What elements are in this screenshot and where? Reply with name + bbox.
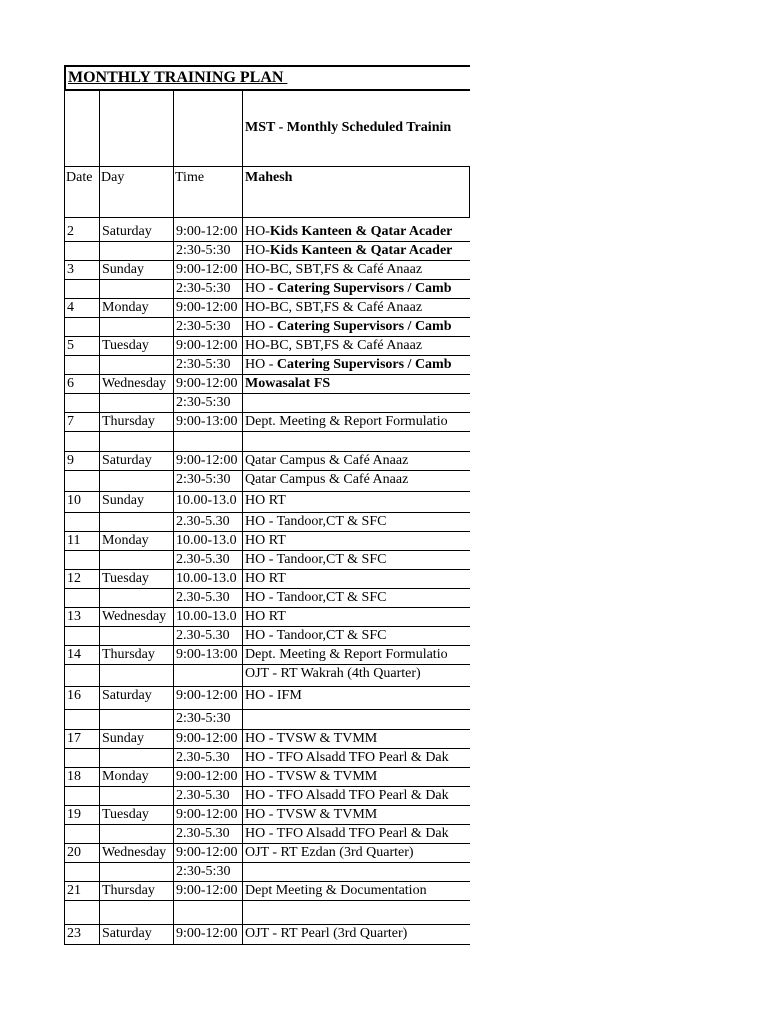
grid-line bbox=[64, 645, 470, 646]
grid-line bbox=[64, 607, 470, 608]
row-activity-prefix: HO- bbox=[245, 224, 270, 239]
grid-line bbox=[64, 166, 470, 167]
row-activity-text: HO - Tandoor,CT & SFC bbox=[245, 590, 387, 605]
row-date: 21 bbox=[67, 883, 81, 898]
row-time: 9:00-12:00 bbox=[176, 262, 238, 277]
row-activity-text: HO-BC, SBT,FS & Café Anaaz bbox=[245, 338, 423, 353]
row-day: Sunday bbox=[102, 262, 144, 277]
row-activity-text: HO RT bbox=[245, 609, 286, 624]
row-activity-text: OJT - RT Ezdan (3rd Quarter) bbox=[245, 845, 414, 860]
row-day: Thursday bbox=[102, 883, 155, 898]
row-activity-text: HO - TFO Alsadd TFO Pearl & Dak bbox=[245, 788, 449, 803]
row-day: Wednesday bbox=[102, 376, 167, 391]
row-activity-text: Dept. Meeting & Report Formulatio bbox=[245, 414, 448, 429]
row-activity-text: HO RT bbox=[245, 493, 286, 508]
row-time: 9:00-12:00 bbox=[176, 338, 238, 353]
row-activity-prefix: HO- bbox=[245, 243, 270, 258]
row-time: 9:00-13:00 bbox=[176, 414, 238, 429]
row-time: 10.00-13.0 bbox=[176, 493, 237, 508]
row-date: 13 bbox=[67, 609, 81, 624]
row-activity bbox=[244, 688, 471, 704]
sheet-subtitle: MST - Monthly Scheduled Trainin bbox=[245, 120, 452, 135]
row-activity-text: HO - TVSW & TVMM bbox=[245, 807, 378, 822]
row-activity bbox=[244, 319, 471, 335]
row-date: 6 bbox=[67, 376, 74, 391]
row-day: Saturday bbox=[102, 688, 152, 703]
row-activity bbox=[244, 926, 471, 942]
row-activity-text: Qatar Campus & Café Anaaz bbox=[245, 472, 409, 487]
row-activity bbox=[244, 666, 471, 682]
sheet-title: MONTHLY TRAINING PLAN bbox=[64, 65, 470, 91]
row-activity bbox=[244, 224, 471, 240]
grid-line bbox=[64, 512, 470, 513]
grid-line bbox=[64, 786, 470, 787]
grid-line bbox=[64, 664, 470, 665]
row-activity-text: Dept Meeting & Documentation bbox=[245, 883, 427, 898]
row-activity-text: Kids Kanteen & Qatar Acader bbox=[269, 243, 453, 258]
grid-line bbox=[64, 686, 470, 687]
grid-line bbox=[64, 767, 470, 768]
row-date: 7 bbox=[67, 414, 74, 429]
grid-line bbox=[64, 451, 470, 452]
row-time: 2:30-5:30 bbox=[176, 319, 231, 334]
grid-line bbox=[64, 748, 470, 749]
row-activity-text: HO RT bbox=[245, 533, 286, 548]
row-time: 2:30-5:30 bbox=[176, 395, 231, 410]
row-activity bbox=[244, 338, 471, 354]
row-activity bbox=[244, 609, 471, 625]
row-activity bbox=[244, 453, 471, 469]
grid-line bbox=[64, 217, 470, 218]
row-date: 18 bbox=[67, 769, 81, 784]
row-time: 2:30-5:30 bbox=[176, 243, 231, 258]
row-date: 19 bbox=[67, 807, 81, 822]
row-day: Monday bbox=[102, 769, 149, 784]
row-activity bbox=[244, 628, 471, 644]
row-time: 2:30-5:30 bbox=[176, 357, 231, 372]
row-day: Sunday bbox=[102, 493, 144, 508]
row-date: 11 bbox=[67, 533, 81, 548]
row-activity-prefix: HO - bbox=[245, 281, 277, 296]
grid-line bbox=[64, 531, 470, 532]
row-time: 9:00-13:00 bbox=[176, 647, 238, 662]
row-day: Saturday bbox=[102, 224, 152, 239]
row-time: 2:30-5:30 bbox=[176, 711, 231, 726]
row-activity bbox=[244, 493, 471, 509]
row-activity bbox=[244, 300, 471, 316]
row-activity bbox=[244, 647, 471, 663]
row-time: 9:00-12:00 bbox=[176, 807, 238, 822]
header-time: Time bbox=[175, 170, 205, 185]
row-activity bbox=[244, 731, 471, 747]
row-day: Wednesday bbox=[102, 609, 167, 624]
grid-line bbox=[64, 881, 470, 882]
row-activity-text: Kids Kanteen & Qatar Acader bbox=[269, 224, 453, 239]
row-date: 5 bbox=[67, 338, 74, 353]
row-activity bbox=[244, 826, 471, 842]
grid-line bbox=[64, 412, 470, 413]
row-date: 3 bbox=[67, 262, 74, 277]
row-time: 9:00-12:00 bbox=[176, 845, 238, 860]
grid-line bbox=[64, 900, 470, 901]
row-day: Sunday bbox=[102, 731, 144, 746]
row-activity bbox=[244, 243, 471, 259]
grid-line bbox=[64, 491, 470, 492]
row-day: Monday bbox=[102, 300, 149, 315]
grid-line bbox=[64, 550, 470, 551]
row-day: Thursday bbox=[102, 414, 155, 429]
row-time: 9:00-12:00 bbox=[176, 376, 238, 391]
row-time: 9:00-12:00 bbox=[176, 731, 238, 746]
row-activity-text: Qatar Campus & Café Anaaz bbox=[245, 453, 409, 468]
row-activity bbox=[244, 571, 471, 587]
row-activity-text: Mowasalat FS bbox=[245, 376, 331, 391]
row-activity-text: HO - TFO Alsadd TFO Pearl & Dak bbox=[245, 826, 449, 841]
row-activity bbox=[244, 514, 471, 530]
row-date: 12 bbox=[67, 571, 81, 586]
row-activity-prefix: HO - bbox=[245, 319, 277, 334]
grid-line bbox=[64, 588, 470, 589]
grid-line bbox=[64, 729, 470, 730]
row-activity bbox=[244, 807, 471, 823]
row-time: 9:00-12:00 bbox=[176, 453, 238, 468]
grid-line bbox=[242, 90, 243, 945]
grid-line bbox=[64, 393, 470, 394]
row-date: 10 bbox=[67, 493, 81, 508]
row-day: Saturday bbox=[102, 926, 152, 941]
row-time: 2.30-5.30 bbox=[176, 628, 230, 643]
row-activity-text: HO - Tandoor,CT & SFC bbox=[245, 514, 387, 529]
row-activity bbox=[244, 376, 471, 392]
row-activity-text: HO - TFO Alsadd TFO Pearl & Dak bbox=[245, 750, 449, 765]
row-activity-text: HO-BC, SBT,FS & Café Anaaz bbox=[245, 300, 423, 315]
row-activity bbox=[244, 281, 471, 297]
row-activity bbox=[244, 769, 471, 785]
row-activity-text: OJT - RT Pearl (3rd Quarter) bbox=[245, 926, 408, 941]
row-time: 2:30-5:30 bbox=[176, 472, 231, 487]
row-date: 2 bbox=[67, 224, 74, 239]
grid-line bbox=[64, 241, 470, 242]
grid-line bbox=[64, 298, 470, 299]
row-time: 2.30-5.30 bbox=[176, 750, 230, 765]
row-activity bbox=[244, 414, 471, 430]
row-time: 9:00-12:00 bbox=[176, 688, 238, 703]
grid-line bbox=[64, 626, 470, 627]
row-activity bbox=[244, 552, 471, 568]
row-activity bbox=[244, 262, 471, 278]
grid-line bbox=[242, 166, 243, 218]
row-time: 9:00-12:00 bbox=[176, 224, 238, 239]
row-activity bbox=[244, 883, 471, 899]
grid-line bbox=[469, 166, 470, 218]
row-time: 2.30-5.30 bbox=[176, 826, 230, 841]
row-date: 14 bbox=[67, 647, 81, 662]
row-date: 4 bbox=[67, 300, 74, 315]
row-activity-text: Dept. Meeting & Report Formulatio bbox=[245, 647, 448, 662]
row-time: 2.30-5.30 bbox=[176, 552, 230, 567]
grid-line bbox=[64, 317, 470, 318]
row-activity bbox=[244, 788, 471, 804]
row-time: 9:00-12:00 bbox=[176, 769, 238, 784]
header-day: Day bbox=[101, 170, 125, 185]
row-activity bbox=[244, 750, 471, 766]
row-activity-text: HO - TVSW & TVMM bbox=[245, 731, 378, 746]
grid-line bbox=[64, 862, 470, 863]
row-activity-text: HO - IFM bbox=[245, 688, 302, 703]
row-day: Wednesday bbox=[102, 845, 167, 860]
row-activity-text: HO-BC, SBT,FS & Café Anaaz bbox=[245, 262, 423, 277]
grid-line bbox=[64, 944, 470, 945]
row-time: 2.30-5.30 bbox=[176, 590, 230, 605]
row-activity-text: HO RT bbox=[245, 571, 286, 586]
grid-line bbox=[64, 805, 470, 806]
row-activity bbox=[244, 357, 471, 373]
row-time: 9:00-12:00 bbox=[176, 883, 238, 898]
grid-line bbox=[64, 824, 470, 825]
row-activity-text: HO - Tandoor,CT & SFC bbox=[245, 628, 387, 643]
row-activity-text: HO - TVSW & TVMM bbox=[245, 769, 378, 784]
row-date: 9 bbox=[67, 453, 74, 468]
row-time: 10.00-13.0 bbox=[176, 609, 237, 624]
header-date: Date bbox=[66, 170, 93, 185]
row-day: Monday bbox=[102, 533, 149, 548]
grid-line bbox=[64, 709, 470, 710]
row-activity bbox=[244, 472, 471, 488]
grid-line bbox=[64, 279, 470, 280]
row-time: 10.00-13.0 bbox=[176, 533, 237, 548]
grid-line bbox=[64, 90, 65, 945]
row-time: 10.00-13.0 bbox=[176, 571, 237, 586]
grid-line bbox=[64, 569, 470, 570]
row-day: Thursday bbox=[102, 647, 155, 662]
grid-line bbox=[173, 90, 174, 945]
row-day: Tuesday bbox=[102, 571, 149, 586]
grid-line bbox=[64, 924, 470, 925]
row-time: 9:00-12:00 bbox=[176, 926, 238, 941]
row-activity-text: Catering Supervisors / Camb bbox=[276, 357, 452, 372]
row-time: 2:30-5:30 bbox=[176, 864, 231, 879]
row-time: 2.30-5.30 bbox=[176, 514, 230, 529]
grid-line bbox=[99, 90, 100, 945]
row-date: 23 bbox=[67, 926, 81, 941]
row-date: 16 bbox=[67, 688, 81, 703]
row-activity bbox=[244, 845, 471, 861]
row-time: 9:00-12:00 bbox=[176, 300, 238, 315]
row-day: Saturday bbox=[102, 453, 152, 468]
row-day: Tuesday bbox=[102, 338, 149, 353]
row-activity-text: Catering Supervisors / Camb bbox=[276, 319, 452, 334]
header-trainer: Mahesh bbox=[245, 170, 293, 185]
row-time: 2:30-5:30 bbox=[176, 281, 231, 296]
row-date: 20 bbox=[67, 845, 81, 860]
grid-line bbox=[64, 336, 470, 337]
row-activity-text: HO - Tandoor,CT & SFC bbox=[245, 552, 387, 567]
row-time: 2.30-5.30 bbox=[176, 788, 230, 803]
grid-line bbox=[64, 470, 470, 471]
grid-line bbox=[64, 374, 470, 375]
grid-line bbox=[64, 355, 470, 356]
row-activity-text: Catering Supervisors / Camb bbox=[276, 281, 452, 296]
row-day: Tuesday bbox=[102, 807, 149, 822]
row-date: 17 bbox=[67, 731, 81, 746]
grid-line bbox=[64, 431, 470, 432]
row-activity bbox=[244, 533, 471, 549]
row-activity bbox=[244, 590, 471, 606]
row-activity-prefix: HO - bbox=[245, 357, 277, 372]
grid-line bbox=[64, 260, 470, 261]
grid-line bbox=[64, 843, 470, 844]
row-activity-text: OJT - RT Wakrah (4th Quarter) bbox=[245, 666, 421, 681]
